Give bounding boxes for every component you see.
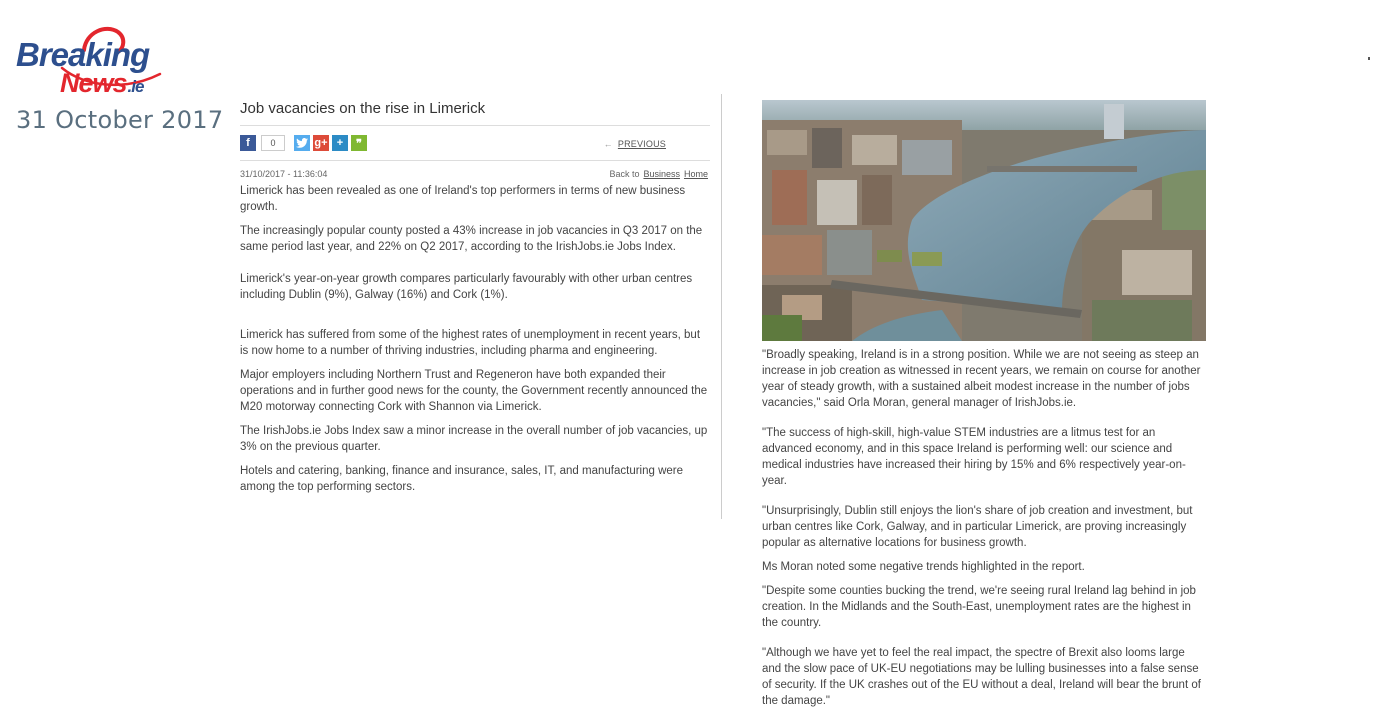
breadcrumb-home-link[interactable]: Home (683, 169, 708, 179)
article-title: Job vacancies on the rise in Limerick (240, 100, 486, 117)
share-bar (240, 125, 710, 161)
article-paragraph: Limerick has been revealed as one of Ireland's top performers in terms of new business growth. (240, 185, 686, 213)
quote-share-icon[interactable]: ❞ (351, 135, 367, 151)
breadcrumb (609, 169, 708, 179)
article-paragraph: Major employers including Northern Trust and Regeneron have both expanded their operations and in further good news for the county, the Government recently announced the M20 motorway connecting Cork with Shannon via Limerick. (240, 369, 708, 413)
arrow-left-icon: ← (603, 139, 613, 149)
previous-link[interactable]: ← PREVIOUS (603, 139, 666, 149)
limerick-aerial-photo (762, 100, 1206, 341)
article-timestamp: 31/10/2017 - 11:36:04 (240, 169, 328, 179)
more-share-icon[interactable]: + (332, 135, 348, 151)
quote-column (762, 347, 1206, 709)
article-column (240, 100, 710, 495)
breadcrumb-business-link[interactable]: Business (643, 169, 680, 179)
article-paragraph: The IrishJobs.ie Jobs Index saw a minor increase in the overall number of job vacancies, up 3% on the previous quarter. (240, 425, 708, 453)
column-divider (721, 94, 722, 519)
quote-paragraph: "Unsurprisingly, Dublin still enjoys the lion's share of job creation and investment, but urban centres like Cork, Galway, and in particular Limerick, are proving increasingly popular as alternative locations for business growth. (762, 505, 1193, 549)
article-paragraph: The increasingly popular county posted a 43% increase in job vacancies in Q3 2017 on the same period last year, and 22% on Q2 2017, according to the IrishJobs.ie Jobs Index. (240, 225, 703, 253)
article-paragraph: Limerick has suffered from some of the highest rates of unemployment in recent years, but is now home to a number of thriving industries, including pharma and engineering. (240, 329, 701, 357)
article-paragraph: Hotels and catering, banking, finance and insurance, sales, IT, and manufacturing were among the top performing sectors. (240, 465, 684, 493)
quote-paragraph: "Although we have yet to feel the real impact, the spectre of Brexit also looms large and the slow pace of UK-EU negotiations may be lulling businesses into a false sense of security. If the UK crashes out of the EU without a deal, Ireland will bear the brunt of the damage." (762, 647, 1201, 707)
facebook-share-icon[interactable]: f (240, 135, 256, 151)
article-paragraph: Limerick's year-on-year growth compares particularly favourably with other urban centres including Dublin (9%), Galway (16%) and Cork (1%). (240, 273, 693, 301)
quote-paragraph: "Despite some counties bucking the trend, we're seeing rural Ireland lag behind in job creation. In the Midlands and the South-East, unemployment rates are the highest in the country. (762, 585, 1196, 629)
twitter-share-icon[interactable] (294, 135, 310, 151)
quote-paragraph: Ms Moran noted some negative trends highlighted in the report. (762, 561, 1085, 573)
article-photo (762, 100, 1206, 341)
breadcrumb-prefix: Back to (609, 169, 640, 179)
quote-paragraph: "The success of high-skill, high-value STEM industries are a litmus test for an advanced economy, and in this space Ireland is performing well: our science and medical industries have increased their hiring by 15% and 6% respectively year-on-year. (762, 427, 1186, 487)
publication-date: 31 October 2017 (16, 106, 224, 134)
breakingnews-logo[interactable] (14, 26, 184, 100)
googleplus-share-icon[interactable]: g+ (314, 137, 328, 149)
stray-dot (1368, 57, 1370, 60)
logo-suffix: .ie (127, 77, 144, 96)
logo-word-news: News.ie (60, 68, 144, 98)
quote-paragraph: "Broadly speaking, Ireland is in a strong position. While we are not seeing as steep an increase in job creation as witnessed in recent years, we remain on course for another year of steady growth, with a sustained albeit modest increase in the number of jobs vacancies," said Orla Moran, general manager of IrishJobs.ie. (762, 349, 1201, 409)
article-meta (240, 161, 710, 181)
logo-word-breaking: Breaking (16, 36, 150, 73)
share-count: 0 (261, 135, 285, 151)
